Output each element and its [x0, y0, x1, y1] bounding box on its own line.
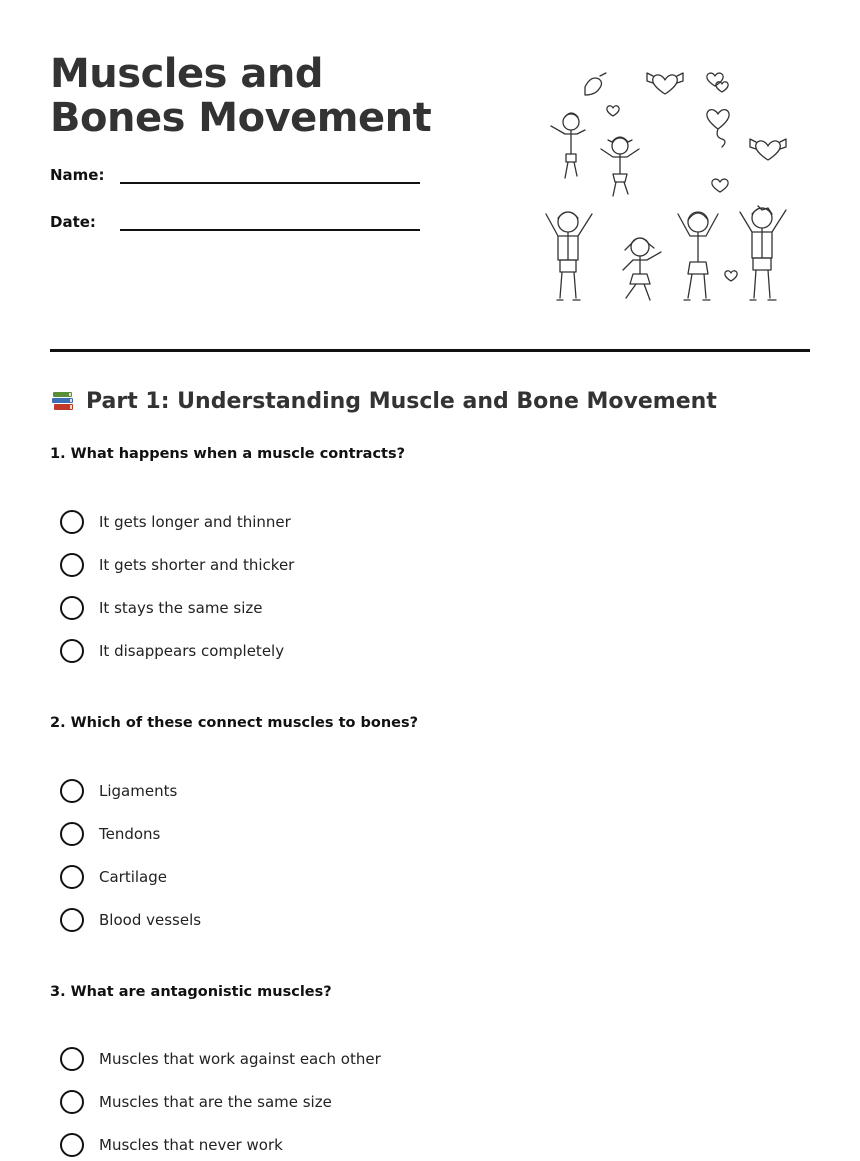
radio-circle-icon[interactable]	[60, 1090, 84, 1114]
option-radio[interactable]	[60, 553, 294, 577]
option-label: It gets longer and thinner	[99, 513, 291, 531]
option-label: Muscles that never work	[99, 1136, 283, 1154]
heart-arms-icon-right	[750, 139, 786, 160]
kid-figure	[551, 113, 585, 178]
option-label: It disappears completely	[99, 642, 285, 660]
header-divider	[50, 349, 810, 352]
option-label: Ligaments	[99, 782, 178, 800]
date-line[interactable]	[120, 213, 420, 231]
worksheet-title: Muscles and Bones Movement	[50, 51, 432, 141]
option-label: Cartilage	[99, 868, 167, 886]
radio-circle-icon[interactable]	[60, 822, 84, 846]
option-radio[interactable]	[60, 596, 263, 620]
radio-circle-icon[interactable]	[60, 639, 84, 663]
option-label: Muscles that are the same size	[99, 1093, 332, 1111]
heart-arms-icon	[647, 73, 683, 94]
option-radio[interactable]	[60, 1133, 283, 1157]
option-radio[interactable]	[60, 1047, 381, 1071]
option-radio[interactable]	[60, 908, 201, 932]
section-heading-text: Part 1: Understanding Muscle and Bone Movement	[86, 388, 717, 414]
option-label: It stays the same size	[99, 599, 263, 617]
kids-exercising-illustration	[540, 62, 795, 312]
small-heart-icon-middle	[712, 179, 728, 192]
option-radio[interactable]	[60, 1090, 332, 1114]
kid-figure	[740, 206, 786, 300]
option-radio[interactable]	[60, 510, 291, 534]
name-label: Name:	[50, 166, 105, 184]
radio-circle-icon[interactable]	[60, 908, 84, 932]
radio-circle-icon[interactable]	[60, 865, 84, 889]
kid-figure	[623, 238, 661, 300]
radio-circle-icon[interactable]	[60, 553, 84, 577]
small-heart-icon-bottom	[725, 271, 737, 281]
option-label: It gets shorter and thicker	[99, 556, 295, 574]
date-label: Date:	[50, 213, 96, 231]
option-radio[interactable]	[60, 822, 160, 846]
option-label: Muscles that work against each other	[99, 1050, 381, 1068]
radio-circle-icon[interactable]	[60, 596, 84, 620]
kid-figure	[601, 137, 639, 196]
kid-figure	[678, 212, 718, 300]
option-radio[interactable]	[60, 865, 167, 889]
date-field[interactable]	[50, 213, 420, 231]
option-label: Blood vessels	[99, 911, 202, 929]
radio-circle-icon[interactable]	[60, 510, 84, 534]
option-radio[interactable]	[60, 639, 284, 663]
kid-figure	[546, 212, 592, 300]
option-radio[interactable]	[60, 779, 177, 803]
radio-circle-icon[interactable]	[60, 1047, 84, 1071]
section-heading	[50, 388, 717, 414]
question-1: 1. What happens when a muscle contracts?	[50, 446, 406, 462]
books-icon	[50, 388, 76, 414]
heart-string-icon	[707, 110, 729, 147]
radio-circle-icon[interactable]	[60, 1133, 84, 1157]
option-label: Tendons	[99, 825, 161, 843]
question-2: 2. Which of these connect muscles to bones?	[50, 715, 419, 731]
heart-icon	[707, 73, 728, 92]
name-line[interactable]	[120, 166, 420, 184]
name-field[interactable]	[50, 166, 420, 184]
small-heart-icon	[607, 106, 619, 116]
flexing-arm-icon	[585, 73, 606, 95]
question-3: 3. What are antagonistic muscles?	[50, 984, 332, 1000]
radio-circle-icon[interactable]	[60, 779, 84, 803]
